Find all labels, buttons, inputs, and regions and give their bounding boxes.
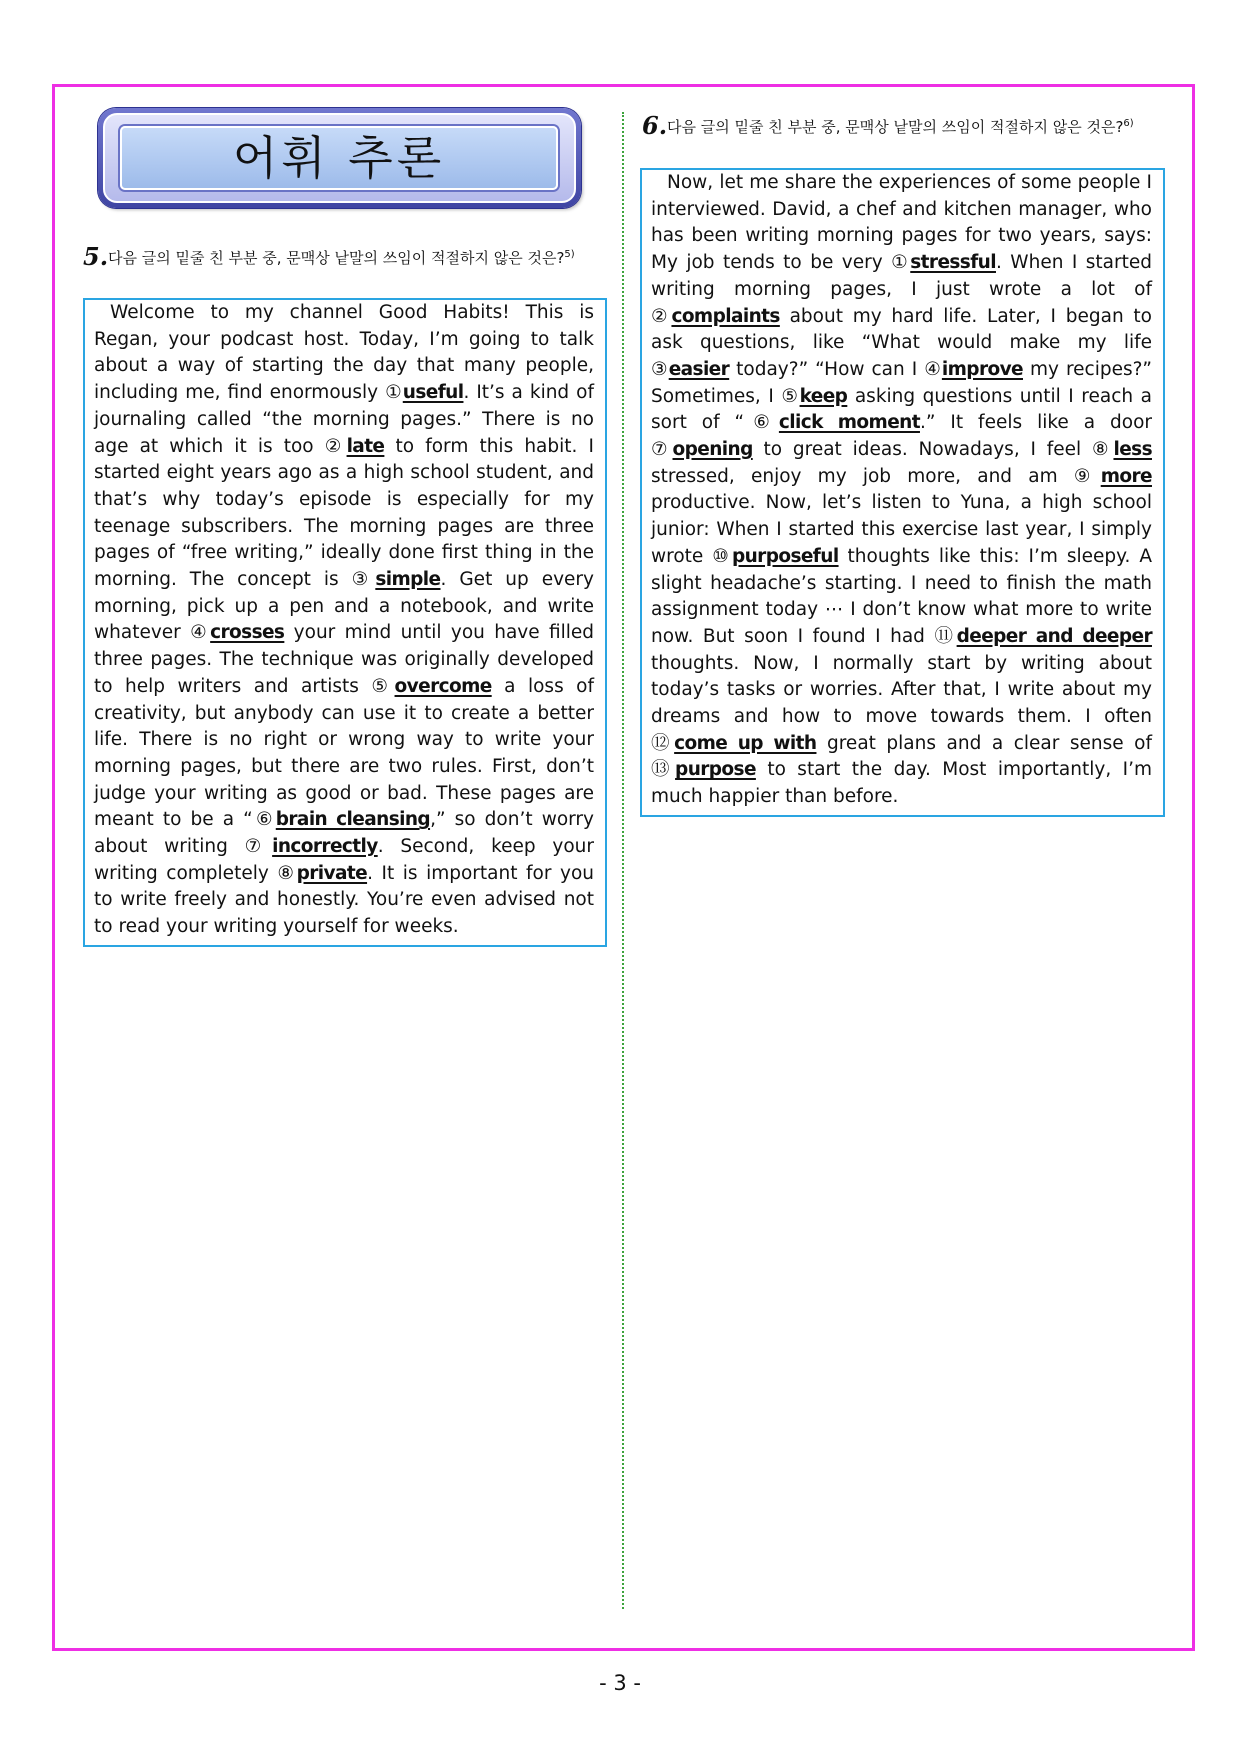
- question-number: 5.: [83, 242, 109, 271]
- passage-text: productive. Now, let’s listen to Yuna, a high school junior: When I started this exercise last year, I simply wrote: [651, 492, 1152, 567]
- passage-text: to start the day. Most importantly, I’m much happier than before.: [651, 759, 1152, 808]
- section-title: 어휘 추론: [232, 131, 446, 185]
- choice-number: ⑫: [651, 732, 675, 754]
- choice-number: ④: [924, 358, 942, 380]
- choice-number: ③: [651, 358, 669, 380]
- underlined-choice: [325, 436, 385, 457]
- underlined-word: simple: [375, 569, 441, 591]
- underlined-choice: [651, 733, 816, 754]
- underlined-word: complaints: [671, 305, 780, 327]
- passage-text: my recipes?” Sometimes, I: [651, 358, 1153, 407]
- choice-number: ①: [891, 252, 911, 274]
- passage-text: asking questions until I reach a sort of “: [651, 385, 1152, 434]
- choice-number: ②: [651, 305, 672, 327]
- underlined-choice: [371, 676, 491, 697]
- choice-number: ④: [190, 622, 211, 644]
- underlined-word: brain cleansing: [275, 809, 431, 831]
- underlined-choice: [712, 546, 838, 567]
- choice-number: ⑨: [1073, 465, 1101, 487]
- title-banner: [98, 108, 581, 208]
- underlined-word: purposeful: [731, 545, 839, 567]
- passage-text: .” It feels like a door: [919, 412, 1153, 434]
- underlined-word: less: [1113, 439, 1152, 461]
- passage-text: today?” “How can I: [729, 358, 925, 380]
- column-divider: [622, 112, 624, 1609]
- passage-text: thoughts like this: I’m sleepy. A slight headache’s starting. I need to finish the math assignment today ⋯ I don’t know what more to write now. But soon I found I had: [651, 545, 1152, 647]
- underlined-choice: [352, 569, 441, 590]
- underlined-choice: [277, 863, 367, 884]
- passage-text: thoughts. Now, I normally start by writing about today’s tasks or worries. After that, I write about my dreams and how to move towards them. I often: [651, 652, 1152, 728]
- underlined-choice: [934, 626, 1152, 647]
- choice-number: ①: [385, 382, 403, 404]
- underlined-word: stressful: [910, 252, 996, 274]
- choice-number: ⑪: [934, 625, 957, 647]
- underlined-word: overcome: [394, 675, 492, 697]
- question-prompt-text: 다음 글의 밑줄 친 부분 중, 문맥상 낱말의 쓰임이 적절하지 않은 것은?: [667, 118, 1124, 136]
- question-number: 6.: [642, 111, 668, 140]
- footnote-marker: 5): [564, 249, 575, 260]
- passage-box: [83, 298, 607, 947]
- underlined-choice: [744, 412, 920, 433]
- passage-text: . Second, keep your writing completely: [94, 836, 594, 884]
- choice-number: ⑥: [744, 412, 779, 434]
- title-banner-plate: [120, 126, 558, 190]
- question-prompt: [83, 248, 607, 269]
- underlined-choice: [1092, 439, 1152, 460]
- underlined-word: late: [346, 435, 385, 457]
- underlined-choice: [651, 439, 753, 460]
- passage-text: to form this habit. I started eight years ago as a high school student, and that’s why today’s episode is especially for my teenage subscribers. The morning pages are three pages of “free writing,” ideally done first thing in the morning. The concept is: [94, 435, 594, 591]
- passage-text: . When I started writing morning pages, I just wrote a lot of: [651, 252, 1152, 300]
- passage-text: ,” so don’t worry about writing: [94, 809, 594, 858]
- question-5-header: [83, 242, 607, 271]
- passage-text: . It’s a kind of journaling called “the morning pages.” There is no age at which it is too: [94, 382, 594, 457]
- passage-text: Welcome to my channel Good Habits! This is Regan, your podcast host. Today, I’m going to talk about a way of starting the day that many people, including me, find enormously: [94, 302, 594, 404]
- choice-number: ②: [324, 435, 347, 457]
- choice-number: ⑦: [244, 836, 273, 858]
- underlined-choice: [891, 252, 996, 273]
- underlined-word: more: [1100, 465, 1152, 487]
- underlined-word: easier: [668, 358, 730, 380]
- passage-text: your mind until you have filled three pages. The technique was originally developed to help writers and artists: [94, 622, 594, 697]
- underlined-choice: [1074, 466, 1152, 487]
- underlined-word: opening: [672, 439, 753, 461]
- choice-number: ③: [351, 569, 376, 591]
- underlined-word: deeper and deeper: [956, 625, 1152, 647]
- underlined-choice: [651, 359, 729, 380]
- question-6-header: [642, 111, 1167, 140]
- underlined-choice: [781, 386, 847, 407]
- question-prompt-text: 다음 글의 밑줄 친 부분 중, 문맥상 낱말의 쓰임이 적절하지 않은 것은?: [108, 249, 565, 267]
- underlined-choice: [651, 306, 780, 327]
- choice-number: ⑤: [371, 675, 395, 697]
- footnote-marker: 6): [1123, 118, 1134, 129]
- underlined-word: crosses: [210, 622, 285, 644]
- passage-text: about my hard life. Later, I began to ask questions, like “What would make my life: [651, 305, 1152, 354]
- choice-number: ⑧: [1091, 439, 1114, 461]
- underlined-word: incorrectly: [272, 836, 378, 858]
- title-banner-frame: [103, 113, 576, 203]
- underlined-word: purpose: [675, 759, 756, 781]
- passage-text: . Get up every morning, pick up a pen and a notebook, and write whatever: [94, 569, 594, 644]
- underlined-choice: [253, 809, 430, 830]
- page-number: - 3 -: [599, 1671, 641, 1695]
- underlined-word: useful: [402, 382, 464, 404]
- choice-number: ⑧: [277, 862, 297, 884]
- choice-number: ⑩: [712, 545, 732, 567]
- choice-number: ⑦: [651, 439, 673, 461]
- passage-text: Now, let me share the experiences of some people I interviewed. David, a chef and kitchen manager, who has been writing morning pages for two years, says: My job tends to be very: [651, 172, 1152, 274]
- underlined-word: improve: [941, 358, 1023, 380]
- choice-number: ⑬: [651, 759, 676, 781]
- underlined-choice: [245, 836, 378, 857]
- passage-text: great plans and a clear sense of: [816, 732, 1152, 754]
- underlined-choice: [924, 359, 1023, 380]
- passage-text: to great ideas. Nowadays, I feel: [752, 439, 1092, 461]
- passage-text: . It is important for you to write freely and honestly. You’re even advised not to read your writing yourself for weeks.: [94, 862, 595, 938]
- choice-number: ⑤: [781, 385, 800, 407]
- passage-box: [640, 168, 1165, 817]
- passage-text: stressed, enjoy my job more, and am: [651, 465, 1074, 487]
- underlined-choice: [385, 382, 463, 403]
- underlined-word: click moment: [778, 412, 920, 434]
- question-prompt: [642, 117, 1167, 138]
- underlined-word: keep: [799, 385, 848, 407]
- underlined-choice: [190, 622, 284, 643]
- underlined-word: private: [296, 862, 368, 884]
- choice-number: ⑥: [252, 809, 276, 831]
- underlined-word: come up with: [674, 732, 817, 754]
- underlined-choice: [651, 759, 756, 780]
- passage-text: a loss of creativity, but anybody can use it to create a better life. There is no right or wrong way to write your morning pages, but there are two rules. First, don’t judge your writing as good or bad. These pages are meant to be a “: [94, 675, 595, 831]
